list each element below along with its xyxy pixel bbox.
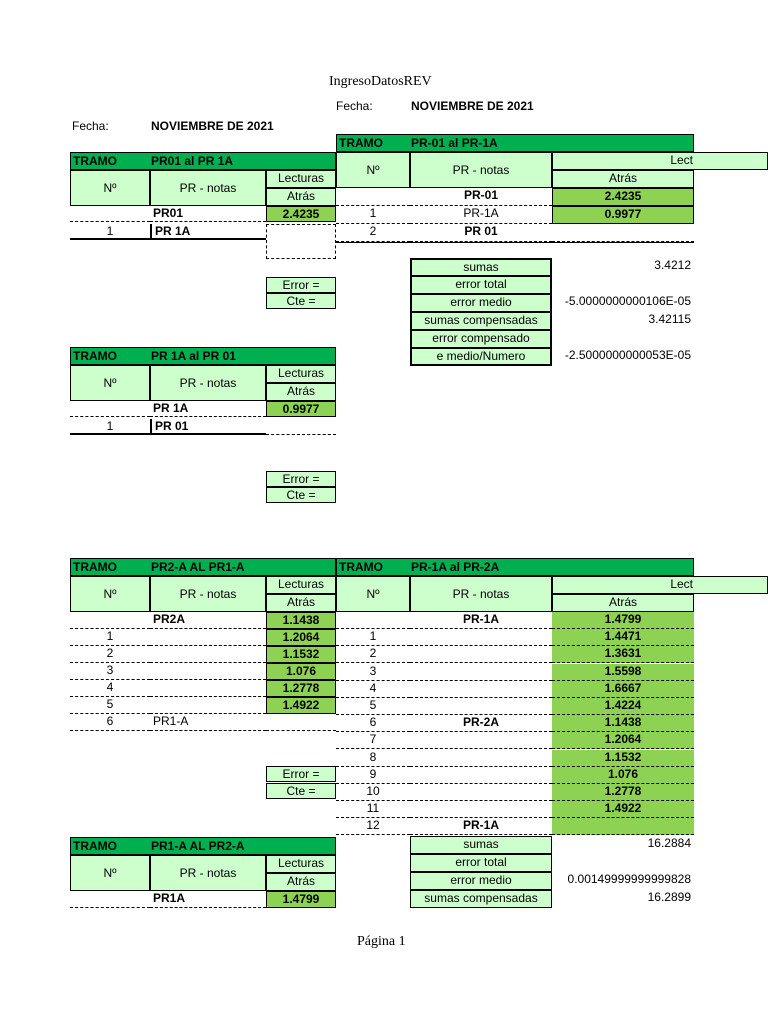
table-row-n: 1	[336, 206, 410, 224]
table-row-value	[266, 419, 336, 435]
table-row-n: 1	[70, 419, 150, 435]
error-cell: Error =	[266, 471, 336, 487]
col-atras-header: Atrás	[266, 873, 336, 891]
table-row-value: 1.1532	[552, 750, 694, 767]
error-cell: Error =	[266, 277, 336, 293]
summary-label: sumas compensadas	[410, 890, 552, 908]
col-lecturas-header: Lecturas	[266, 365, 336, 383]
summary-value	[552, 330, 694, 348]
table-row-pr	[410, 646, 552, 663]
tramo-label: TRAMO	[73, 349, 117, 363]
table-row-n: 3	[336, 664, 410, 681]
col-lecturas-header: Lect	[552, 152, 768, 170]
table-row-value	[266, 714, 336, 731]
summary-label: error medio	[410, 872, 552, 890]
fecha-label-left: Fecha:	[72, 119, 109, 133]
table-row-pr: PR-2A	[410, 715, 552, 732]
col-n-header: Nº	[336, 576, 410, 612]
col-lecturas-header: Lecturas	[266, 170, 336, 188]
table-row-value: 1.2064	[552, 732, 694, 749]
col-n-header: Nº	[70, 365, 150, 401]
col-n-header: Nº	[70, 170, 150, 206]
table-row-pr: PR2A	[150, 612, 266, 629]
table-row-pr: PR01	[150, 206, 266, 222]
summary-value	[552, 854, 694, 872]
table-row-n: 12	[336, 818, 410, 835]
col-lecturas-header: Lect	[552, 576, 768, 594]
table-row-pr: PR 01	[150, 419, 266, 435]
table-row-n: 11	[336, 801, 410, 818]
tramo-header-row	[336, 558, 694, 576]
table-row-value: 1.1532	[266, 646, 336, 663]
table-row-pr: PR1-A	[150, 714, 266, 731]
tramo-name: PR-1A al PR-2A	[411, 560, 500, 574]
tramo-label: TRAMO	[73, 154, 117, 168]
table-row-value: 0.9977	[552, 206, 694, 224]
fecha-value-right: NOVIEMBRE DE 2021	[411, 99, 534, 113]
summary-label: sumas compensadas	[410, 312, 552, 330]
tramo-header-row	[70, 837, 336, 855]
table-row-pr	[410, 750, 552, 767]
table-row-pr	[410, 784, 552, 801]
table-row-pr	[410, 664, 552, 681]
table-row-pr: PR-1A	[410, 818, 552, 835]
tramo-name: PR-01 al PR-1A	[411, 136, 498, 150]
cte-cell: Cte =	[266, 293, 336, 309]
fecha-label-right: Fecha:	[336, 99, 373, 113]
summary-label: sumas	[410, 836, 552, 854]
col-atras-header: Atrás	[266, 188, 336, 206]
cte-cell: Cte =	[266, 783, 336, 799]
table-row-pr: PR1A	[150, 891, 266, 908]
summary-label: error medio	[410, 294, 552, 312]
table-row-pr: PR 01	[410, 224, 552, 242]
table-row-value: 1.2778	[266, 680, 336, 697]
table-row-value	[266, 224, 336, 259]
table-row-n	[336, 612, 410, 629]
table-row-value: 0.9977	[266, 401, 336, 417]
summary-label: error total	[410, 854, 552, 872]
table-row-pr: PR-1A	[410, 612, 552, 629]
table-row-n: 9	[336, 767, 410, 784]
summary-value	[552, 276, 694, 294]
summary-value: 16.2884	[647, 836, 691, 850]
table-row-n: 1	[70, 629, 150, 646]
table-row-pr	[410, 801, 552, 818]
col-n-header: Nº	[70, 576, 150, 612]
table-bottom-border	[336, 242, 694, 243]
table-row-value: 1.4224	[552, 698, 694, 715]
table-row-n: 8	[336, 750, 410, 767]
table-row-pr	[150, 629, 266, 646]
summary-label: error compensado	[410, 330, 552, 348]
tramo-header-row	[70, 152, 336, 170]
table-row-n: 3	[70, 663, 150, 680]
table-row-value	[552, 818, 694, 835]
table-row-value: 1.4922	[266, 697, 336, 714]
table-row-value: 1.4799	[266, 891, 336, 908]
table-row-n: 6	[70, 714, 150, 731]
table-row-pr	[150, 663, 266, 680]
fecha-value-left: NOVIEMBRE DE 2021	[151, 119, 274, 133]
table-row-n: 2	[336, 224, 410, 242]
col-pr-notas-header: PR - notas	[150, 576, 266, 612]
tramo-name: PR 1A al PR 01	[151, 349, 236, 363]
col-pr-notas-header: PR - notas	[150, 855, 266, 891]
table-row-pr	[410, 629, 552, 646]
table-row-n	[336, 188, 410, 206]
col-pr-notas-header: PR - notas	[150, 365, 266, 401]
table-row-pr: PR-01	[410, 188, 552, 206]
table-row-n: 2	[336, 646, 410, 663]
summary-value: -2.5000000000053E-05	[564, 348, 691, 362]
table-row-pr: PR-1A	[410, 206, 552, 224]
table-row-value: 1.2778	[552, 784, 694, 801]
table-row-value: 1.6667	[552, 681, 694, 698]
summary-label: error total	[410, 276, 552, 294]
tramo-label: TRAMO	[339, 136, 383, 150]
table-row-pr	[410, 767, 552, 784]
summary-value: 3.4212	[654, 258, 691, 272]
table-row-pr	[150, 680, 266, 697]
tramo-label: TRAMO	[73, 560, 117, 574]
tramo-label: TRAMO	[339, 560, 383, 574]
table-row-value: 1.1438	[266, 612, 336, 629]
tramo-name: PR2-A AL PR1-A	[151, 560, 245, 574]
table-row-value: 1.4799	[552, 612, 694, 629]
summary-value: 0.00149999999999828	[567, 872, 691, 886]
col-lecturas-header: Lecturas	[266, 855, 336, 873]
table-row-pr	[410, 681, 552, 698]
col-atras-header: Atrás	[266, 383, 336, 401]
table-row-n: 7	[336, 732, 410, 749]
tramo-name: PR1-A AL PR2-A	[151, 839, 245, 853]
document-title: IngresoDatosREV	[329, 74, 432, 89]
error-cell: Error =	[266, 766, 336, 782]
summary-label: e medio/Numero	[410, 348, 552, 366]
table-row-pr: PR 1A	[150, 401, 266, 417]
col-pr-notas-header: PR - notas	[150, 170, 266, 206]
table-row-pr	[410, 732, 552, 749]
table-row-value	[552, 224, 694, 242]
table-row-n	[70, 612, 150, 629]
tramo-header-row	[70, 347, 336, 365]
table-row-value: 1.4471	[552, 629, 694, 646]
table-row-n	[70, 891, 150, 908]
table-row-pr	[410, 698, 552, 715]
table-row-n	[70, 206, 150, 222]
table-row-value: 1.5598	[552, 664, 694, 681]
table-row-pr	[150, 646, 266, 663]
table-row-n: 1	[70, 224, 150, 240]
table-row-n: 2	[70, 646, 150, 663]
cte-cell: Cte =	[266, 487, 336, 503]
table-row-value: 1.076	[266, 663, 336, 680]
table-row-n: 6	[336, 715, 410, 732]
table-row-value: 1.1438	[552, 715, 694, 732]
table-row-value: 1.2064	[266, 629, 336, 646]
table-row-n: 1	[336, 629, 410, 646]
table-row-value: 2.4235	[266, 206, 336, 222]
tramo-name: PR01 al PR 1A	[151, 154, 234, 168]
col-pr-notas-header: PR - notas	[410, 576, 552, 612]
table-row-pr: PR 1A	[150, 224, 266, 240]
summary-label: sumas	[410, 258, 552, 276]
table-row-value: 1.3631	[552, 646, 694, 663]
table-row-pr	[150, 697, 266, 714]
table-row-n: 5	[336, 698, 410, 715]
page-footer: Página 1	[357, 934, 406, 949]
table-row-n	[70, 401, 150, 417]
tramo-label: TRAMO	[73, 839, 117, 853]
summary-value: 3.42115	[648, 312, 691, 326]
table-row-value: 2.4235	[552, 188, 694, 206]
col-n-header: Nº	[336, 152, 410, 188]
table-row-n: 4	[336, 681, 410, 698]
col-atras-header: Atrás	[266, 594, 336, 612]
table-row-n: 10	[336, 784, 410, 801]
summary-value: 16.2899	[647, 890, 691, 904]
table-row-n: 4	[70, 680, 150, 697]
tramo-header-row	[336, 134, 694, 152]
table-row-n: 5	[70, 697, 150, 714]
col-pr-notas-header: PR - notas	[410, 152, 552, 188]
col-atras-header: Atrás	[552, 594, 694, 612]
table-row-value: 1.076	[552, 767, 694, 784]
tramo-header-row	[70, 558, 336, 576]
col-atras-header: Atrás	[552, 170, 694, 188]
col-n-header: Nº	[70, 855, 150, 891]
col-lecturas-header: Lecturas	[266, 576, 336, 594]
table-row-value: 1.4922	[552, 801, 694, 818]
summary-value: -5.0000000000106E-05	[564, 294, 691, 308]
